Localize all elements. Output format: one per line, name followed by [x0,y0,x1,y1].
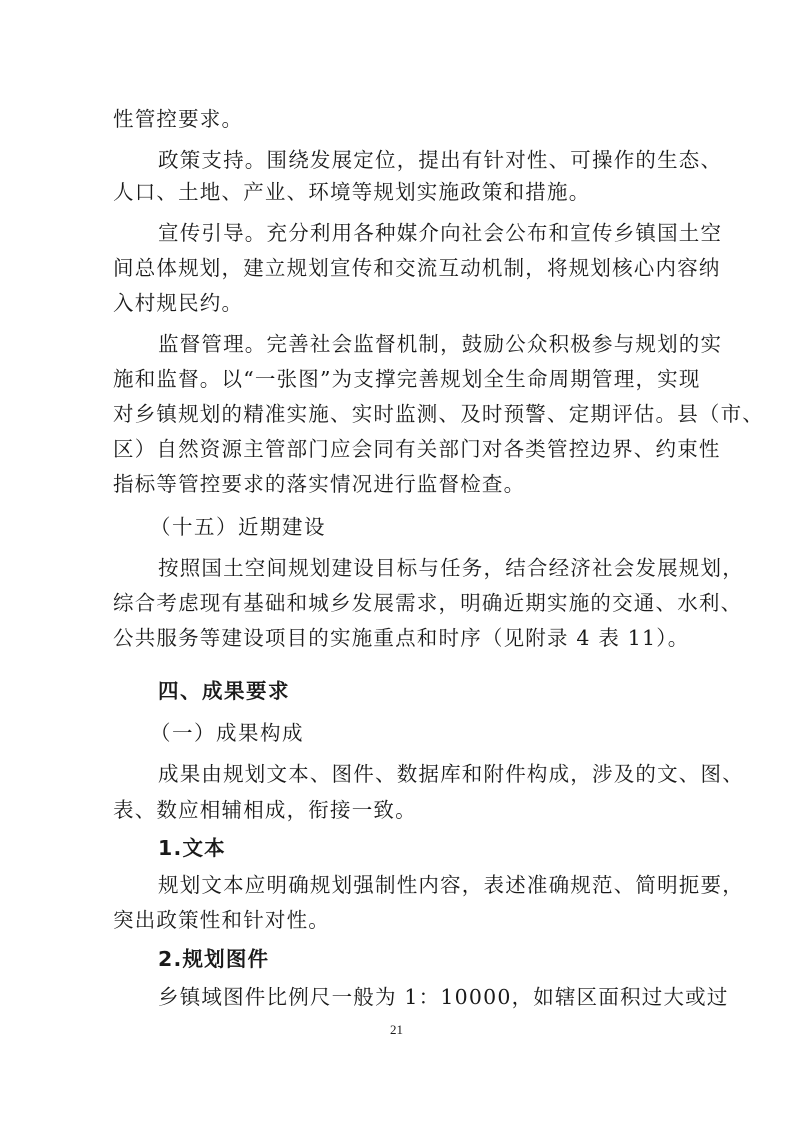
text-line: 按照国土空间规划建设目标与任务，结合经济社会发展规划， [158,556,744,580]
text-line: 对乡镇规划的精准实施、实时监测、及时预警、定期评估。县（市、 [113,402,764,426]
text-line: 成果由规划文本、图件、数据库和附件构成，涉及的文、图、 [158,762,744,786]
text-line: 区）自然资源主管部门应会同有关部门对各类管控边界、约束性 [113,437,721,461]
text-line: 突出政策性和针对性。 [113,908,330,932]
text-line: 指标等管控要求的落实情况进行监督检查。 [113,472,526,496]
section-heading-results: 四、成果要求 [158,679,290,703]
text-line: 宣传引导。充分利用各种媒介向社会公布和宣传乡镇国土空 [158,221,723,245]
text-line: 间总体规划，建立规划宣传和交流互动机制，将规划核心内容纳 [113,256,721,280]
text-line: 人口、土地、产业、环境等规划实施政策和措施。 [113,180,591,204]
text-line: 公共服务等建设项目的实施重点和时序（见附录 4 表 11）。 [113,626,690,650]
text-line: 入村规民约。 [113,291,244,315]
text-line: 监督管理。完善社会监督机制，鼓励公众积极参与规划的实 [158,332,723,356]
section-heading-near-term: （十五）近期建设 [150,515,326,539]
text-line: 施和监督。以“一张图”为支撑完善规划全生命周期管理，实现 [113,367,701,391]
text-line: 表、数应相辅相成，衔接一致。 [113,798,417,822]
page-number: 21 [390,1022,403,1037]
text-line: 性管控要求。 [113,107,244,131]
subsection-heading-composition: （一）成果构成 [150,721,304,745]
subsection-heading-text: 1.文本 [158,836,226,860]
text-line: 规划文本应明确规划强制性内容，表述准确规范、简明扼要， [158,873,744,897]
subsection-heading-maps: 2.规划图件 [158,947,270,971]
text-line: 政策支持。围绕发展定位，提出有针对性、可操作的生态、 [158,148,723,172]
text-line: 综合考虑现有基础和城乡发展需求，明确近期实施的交通、水利、 [113,591,743,615]
text-line: 乡镇域图件比例尺一般为 1：10000，如辖区面积过大或过 [158,985,729,1009]
